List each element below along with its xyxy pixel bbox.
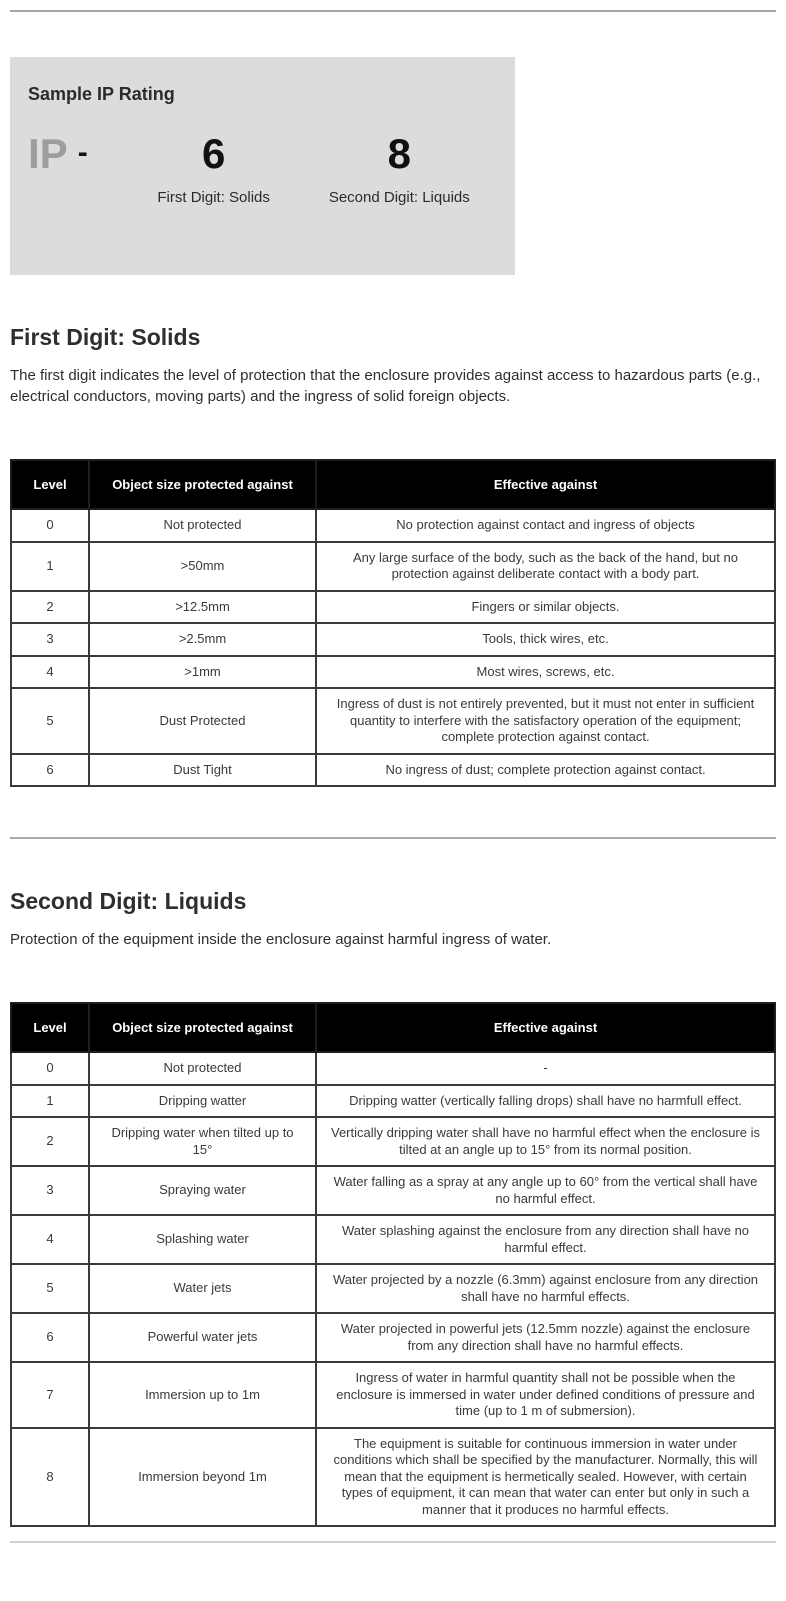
level-cell: 4 [11,656,89,689]
first-digit-value: 6 [201,130,226,177]
level-cell: 2 [11,591,89,624]
table-row [11,1085,775,1118]
table-row [11,1166,775,1215]
second-digit-value: 8 [387,130,411,177]
level-cell: 8 [11,1428,89,1527]
column-header: Effective against [316,1003,775,1052]
level-cell: 5 [11,688,89,754]
level-cell: 0 [11,1052,89,1085]
effective-against-cell: The equipment is suitable for continuous immersion in water under conditions which shall be specified by the manufacturer. Normally, this will mean that the equipment is hermetically sealed. However, with certain types of equipment, it can mean that water can enter but only in such a manner that it produces no harmful effects. [316,1428,775,1527]
object-size-cell: Immersion beyond 1m [89,1428,316,1527]
liquids-section-description: Protection of the equipment inside the enclosure against harmful ingress of water. [10,931,552,948]
object-size-cell: Dust Tight [89,754,316,787]
ip-prefix: IP [28,130,68,177]
level-cell: 6 [11,754,89,787]
table-row [11,1428,775,1527]
object-size-cell: Dripping water when tilted up to 15° [89,1117,316,1166]
table-row [11,542,775,591]
table-row [11,656,775,689]
level-cell: 4 [11,1215,89,1264]
level-cell: 0 [11,509,89,542]
table-row [11,1313,775,1362]
object-size-cell: Spraying water [89,1166,316,1215]
solids-table-header-row [11,460,775,509]
liquids-table-header-row [11,1003,775,1052]
level-cell: 3 [11,1166,89,1215]
effective-against-cell: Ingress of dust is not entirely prevented, but it must not enter in sufficient quantity to interfere with the satisfactory operation of the equipment; complete protection against contact. [316,688,775,754]
object-size-cell: Dripping watter [89,1085,316,1118]
liquids-section-heading: Second Digit: Liquids [10,888,247,914]
column-header: Object size protected against [89,460,316,509]
object-size-cell: >1mm [89,656,316,689]
first-digit-label: First Digit: Solids [157,189,270,206]
sample-box-title: Sample IP Rating [28,84,175,104]
solids-section-description: The first digit indicates the level of protection that the enclosure provides against access to hazardous parts (e.g., electrical conductors, moving parts) and the ingress of solid foreign objects. [10,367,761,405]
ip-prefix-group [28,129,126,179]
level-cell: 1 [11,542,89,591]
effective-against-cell: Most wires, screws, etc. [316,656,775,689]
effective-against-cell: Water projected by a nozzle (6.3mm) against enclosure from any direction shall have no harmful effects. [316,1264,775,1313]
level-cell: 1 [11,1085,89,1118]
effective-against-cell: - [316,1052,775,1085]
effective-against-cell: Fingers or similar objects. [316,591,775,624]
effective-against-cell: No ingress of dust; complete protection against contact. [316,754,775,787]
table-row [11,1362,775,1428]
column-header: Object size protected against [89,1003,316,1052]
table-row [11,509,775,542]
table-row [11,1052,775,1085]
effective-against-cell: Water projected in powerful jets (12.5mm nozzle) against the enclosure from any direction shall have no harmful effects. [316,1313,775,1362]
table-row [11,623,775,656]
object-size-cell: >12.5mm [89,591,316,624]
sample-rating-row [28,129,497,206]
level-cell: 2 [11,1117,89,1166]
bottom-divider [10,1541,776,1543]
table-row [11,1215,775,1264]
solids-section-heading: First Digit: Solids [10,324,201,350]
object-size-cell: Immersion up to 1m [89,1362,316,1428]
second-digit-group [302,129,497,206]
object-size-cell: Water jets [89,1264,316,1313]
column-header: Level [11,1003,89,1052]
table-row [11,754,775,787]
section-divider [10,837,776,839]
object-size-cell: Powerful water jets [89,1313,316,1362]
table-row [11,1117,775,1166]
table-row [11,1264,775,1313]
top-divider [10,10,776,12]
object-size-cell: Not protected [89,1052,316,1085]
effective-against-cell: Ingress of water in harmful quantity shall not be possible when the enclosure is immersed in water under defined conditions of pressure and time (up to 1 m of submersion). [316,1362,775,1428]
object-size-cell: Splashing water [89,1215,316,1264]
effective-against-cell: Dripping watter (vertically falling drops) shall have no harmfull effect. [316,1085,775,1118]
object-size-cell: Not protected [89,509,316,542]
level-cell: 3 [11,623,89,656]
level-cell: 7 [11,1362,89,1428]
object-size-cell: Dust Protected [89,688,316,754]
effective-against-cell: Vertically dripping water shall have no harmful effect when the enclosure is tilted at an angle up to 15° from its normal position. [316,1117,775,1166]
effective-against-cell: Any large surface of the body, such as the back of the hand, but no protection against deliberate contact with a body part. [316,542,775,591]
ip-dash: - [77,136,88,169]
document-page [0,10,786,1553]
effective-against-cell: Water splashing against the enclosure from any direction shall have no harmful effect. [316,1215,775,1264]
effective-against-cell: Water falling as a spray at any angle up to 60° from the vertical shall have no harmful effect. [316,1166,775,1215]
first-digit-group [126,129,302,206]
column-header: Level [11,460,89,509]
second-digit-label: Second Digit: Liquids [328,189,470,206]
column-header: Effective against [316,460,775,509]
solids-table [10,459,776,787]
effective-against-cell: Tools, thick wires, etc. [316,623,775,656]
level-cell: 6 [11,1313,89,1362]
level-cell: 5 [11,1264,89,1313]
object-size-cell: >50mm [89,542,316,591]
effective-against-cell: No protection against contact and ingress of objects [316,509,775,542]
table-row [11,591,775,624]
liquids-table [10,1002,776,1527]
sample-ip-rating-box [10,57,515,275]
table-row [11,688,775,754]
object-size-cell: >2.5mm [89,623,316,656]
